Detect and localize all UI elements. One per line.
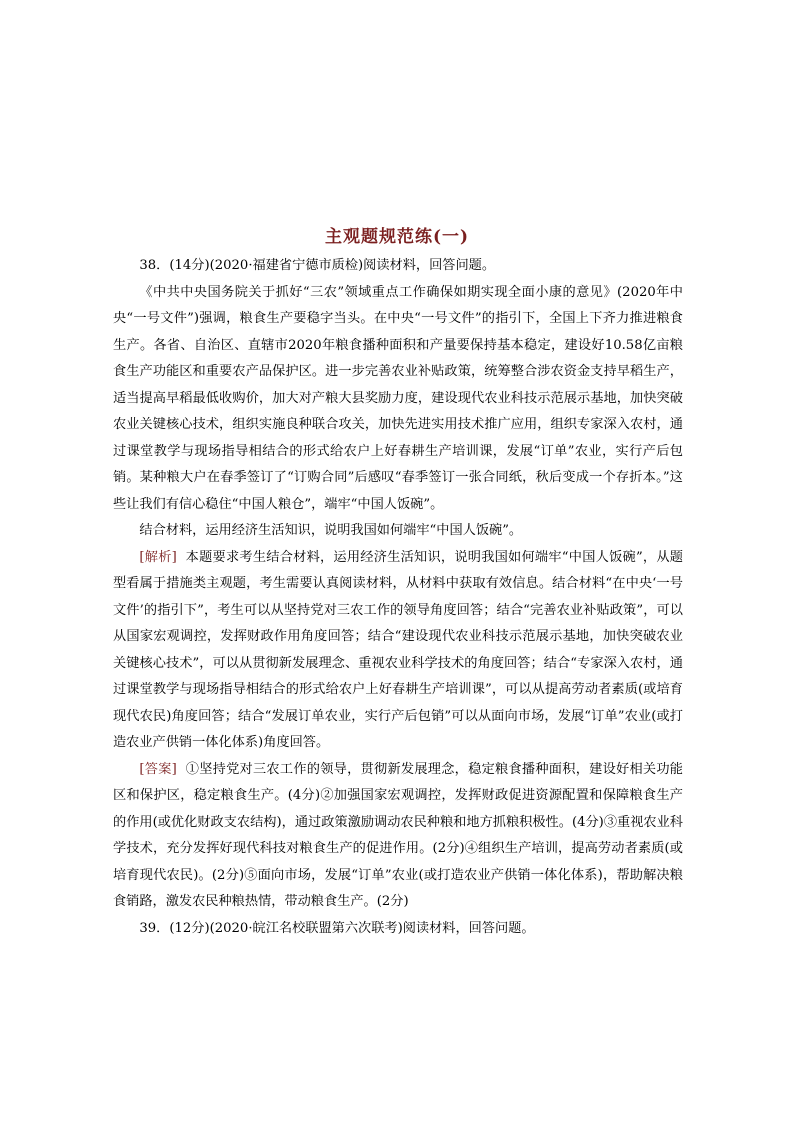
- question-38-prompt: 结合材料，运用经济生活知识，说明我国如何端牢“中国人饭碗”。: [139, 523, 523, 538]
- question-38-answer: [113, 757, 683, 916]
- analysis-text: 本题要求考生结合材料，运用经济生活知识，说明我国如何端牢“中国人饭碗”，从题型看属于措施类主观题，考生需要认真阅读材料，从材料中获取有效信息。结合材料“在中央‘一号文件’的指引下”，考生可以从坚持党对三农工作的领导角度回答；结合“完善农业补贴政策”，可以从国家宏观调控，发挥财政作用角度回答；结合“建设现代农业科技示范展示基地，加快突破农业关键核心技术”，可以从贯彻新发展理念、重视农业科学技术的角度回答；结合“专家深入农村，通过课堂教学与现场指导相结合的形式给农户上好春耕生产培训课”，可以从提高劳动者素质(或培育现代农民)角度回答；结合“发展订单农业，实行产后包销”可以从面向市场，发展“订单”农业(或打造农业产供销一体化体系)角度回答。: [113, 549, 683, 750]
- page-title: 主观题规范练(一): [324, 227, 470, 247]
- question-38-material: 《中共中央国务院关于抓好“三农”领域重点工作确保如期实现全面小康的意见》(2020年中央“一号文件”)强调，粮食生产要稳字当头。在中央“一号文件”的指引下，全国上下齐力推进粮食生产。各省、自治区、直辖市2020年粮食播种面积和产量要保持基本稳定，建设好10.58亿亩粮食生产功能区和重要农产品保护区。进一步完善农业补贴政策，统筹整合涉农资金支持早稻生产，适当提高早稻最低收购价，加大对产粮大县奖励力度，建设现代农业科技示范展示基地，加快突破农业关键核心技术，组织实施良种联合攻关，加快先进实用技术推广应用，组织专家深入农村，通过课堂教学与现场指导相结合的形式给农户上好春耕生产培训课，发展“订单”农业，实行产后包销。某种粮大户在春季签订了“订购合同”后感叹“春季签订一张合同纸，秋后变成一个存折本。”这些让我们有信心稳住“中国人粮仓”，端牢“中国人饭碗”。: [113, 284, 683, 512]
- document-body: [113, 253, 683, 942]
- answer-label: [答案]: [139, 761, 177, 777]
- answer-text: ①坚持党对三农工作的领导，贯彻新发展理念，稳定粮食播种面积，建设好相关功能区和保护区，稳定粮食生产。(4分)②加强国家宏观调控，发挥财政促进资源配置和保障粮食生产的作用(或优化财政支农结构)，通过政策激励调动农民种粮和地方抓粮积极性。(4分)③重视农业科学技术，充分发挥好现代科技对粮食生产的促进作用。(2分)④组织生产培训，提高劳动者素质(或培育现代农民)。(2分)⑤面向市场，发展“订单”农业(或打造农业产供销一体化体系)，帮助解决粮食销路，激发农民种粮热情，带动粮食生产。(2分): [113, 761, 683, 909]
- analysis-label: [解析]: [139, 549, 177, 565]
- question-39-header: 39．(12分)(2020·皖江名校联盟第六次联考)阅读材料，回答问题。: [139, 920, 535, 936]
- question-38-analysis: [113, 545, 683, 757]
- question-38-header: 38．(14分)(2020·福建省宁德市质检)阅读材料，回答问题。: [139, 258, 496, 273]
